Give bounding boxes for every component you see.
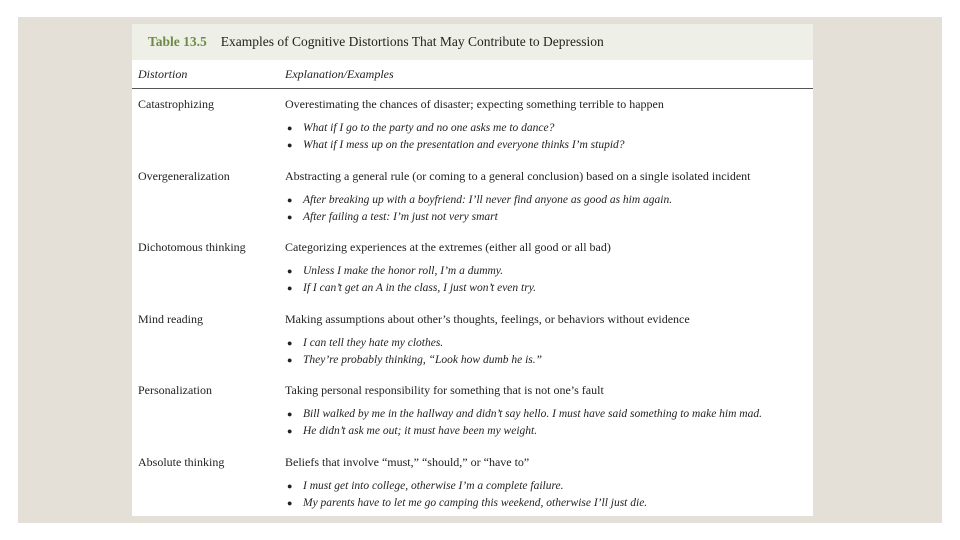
bullet-icon: ● xyxy=(287,211,293,222)
table-header xyxy=(132,60,813,89)
examples-list xyxy=(285,478,813,512)
example-text: What if I go to the party and no one asks me to dance? xyxy=(303,122,555,134)
table-caption xyxy=(132,24,813,60)
bullet-icon: ● xyxy=(287,409,293,419)
distortion-name: Overgeneralization xyxy=(138,168,230,183)
example-text: They’re probably thinking, “Look how dumb he is.” xyxy=(303,353,543,366)
bullet-icon: ● xyxy=(287,426,293,436)
examples-list xyxy=(285,406,813,440)
example-item xyxy=(285,209,813,226)
table-row xyxy=(132,304,813,376)
examples-list xyxy=(285,120,813,154)
example-item xyxy=(285,406,813,423)
explanation-text: Overestimating the chances of disaster; expecting something terrible to happen xyxy=(285,97,664,111)
example-item xyxy=(285,263,813,280)
example-text: I must get into college, otherwise I’m a complete failure. xyxy=(303,479,564,492)
explanation-text: Categorizing experiences at the extremes (either all good or all bad) xyxy=(285,240,611,254)
table-card xyxy=(132,24,813,516)
table-row xyxy=(132,161,813,233)
example-text: My parents have to let me go camping this weekend, otherwise I’ll just die. xyxy=(303,496,648,509)
distortion-name: Absolute thinking xyxy=(138,454,225,469)
example-item xyxy=(285,352,813,369)
bullet-icon: ● xyxy=(287,337,293,348)
example-text: I can tell they hate my clothes. xyxy=(303,336,444,349)
example-item xyxy=(285,137,813,154)
examples-list xyxy=(285,335,813,369)
explanation-text: Making assumptions about other’s thoughts, feelings, or behaviors without evidence xyxy=(285,311,690,326)
bullet-icon: ● xyxy=(287,266,293,276)
table-row xyxy=(132,89,813,161)
header-distortion: Distortion xyxy=(138,66,188,81)
example-text: After breaking up with a boyfriend: I’ll never find anyone as good as him again. xyxy=(303,193,673,206)
example-text: Unless I make the honor roll, I’m a dummy. xyxy=(303,265,504,277)
example-text: After failing a test: I’m just not very smart xyxy=(303,210,498,223)
table-label: Table 13.5 xyxy=(148,34,207,49)
table-row xyxy=(132,232,813,304)
table-title: Examples of Cognitive Distortions That May Contribute to Depression xyxy=(220,34,604,49)
explanation-text: Abstracting a general rule (or coming to a general conclusion) based on a single isolated incident xyxy=(285,168,751,183)
explanation-cell xyxy=(285,240,813,304)
bullet-icon: ● xyxy=(287,123,293,133)
example-item xyxy=(285,495,813,512)
example-text: He didn’t ask me out; it must have been my weight. xyxy=(303,425,538,437)
example-text: What if I mess up on the presentation and everyone thinks I’m stupid? xyxy=(303,139,625,151)
explanation-cell xyxy=(285,455,813,517)
table-row xyxy=(132,447,813,517)
distortion-name: Mind reading xyxy=(138,311,203,326)
table-body xyxy=(132,89,813,516)
distortion-name: Personalization xyxy=(138,383,212,397)
example-item xyxy=(285,478,813,495)
bullet-icon: ● xyxy=(287,140,293,150)
table-row xyxy=(132,375,813,447)
header-explanation: Explanation/Examples xyxy=(285,66,394,81)
example-item xyxy=(285,423,813,440)
examples-list xyxy=(285,263,813,297)
explanation-cell xyxy=(285,383,813,447)
bullet-icon: ● xyxy=(287,194,293,205)
example-item xyxy=(285,192,813,209)
examples-list xyxy=(285,192,813,226)
distortion-name: Catastrophizing xyxy=(138,97,214,111)
explanation-cell xyxy=(285,97,813,161)
explanation-cell xyxy=(285,312,813,376)
example-item xyxy=(285,120,813,137)
explanation-text: Beliefs that involve “must,” “should,” or “have to” xyxy=(285,454,530,469)
example-item xyxy=(285,280,813,297)
bullet-icon: ● xyxy=(287,497,293,508)
bullet-icon: ● xyxy=(287,354,293,365)
bullet-icon: ● xyxy=(287,283,293,293)
bullet-icon: ● xyxy=(287,480,293,491)
example-item xyxy=(285,335,813,352)
example-text: If I can’t get an A in the class, I just won’t even try. xyxy=(303,282,537,294)
example-text: Bill walked by me in the hallway and didn’t say hello. I must have said something to make him mad. xyxy=(303,408,762,420)
distortion-name: Dichotomous thinking xyxy=(138,240,246,254)
explanation-cell xyxy=(285,169,813,233)
explanation-text: Taking personal responsibility for something that is not one’s fault xyxy=(285,383,604,397)
